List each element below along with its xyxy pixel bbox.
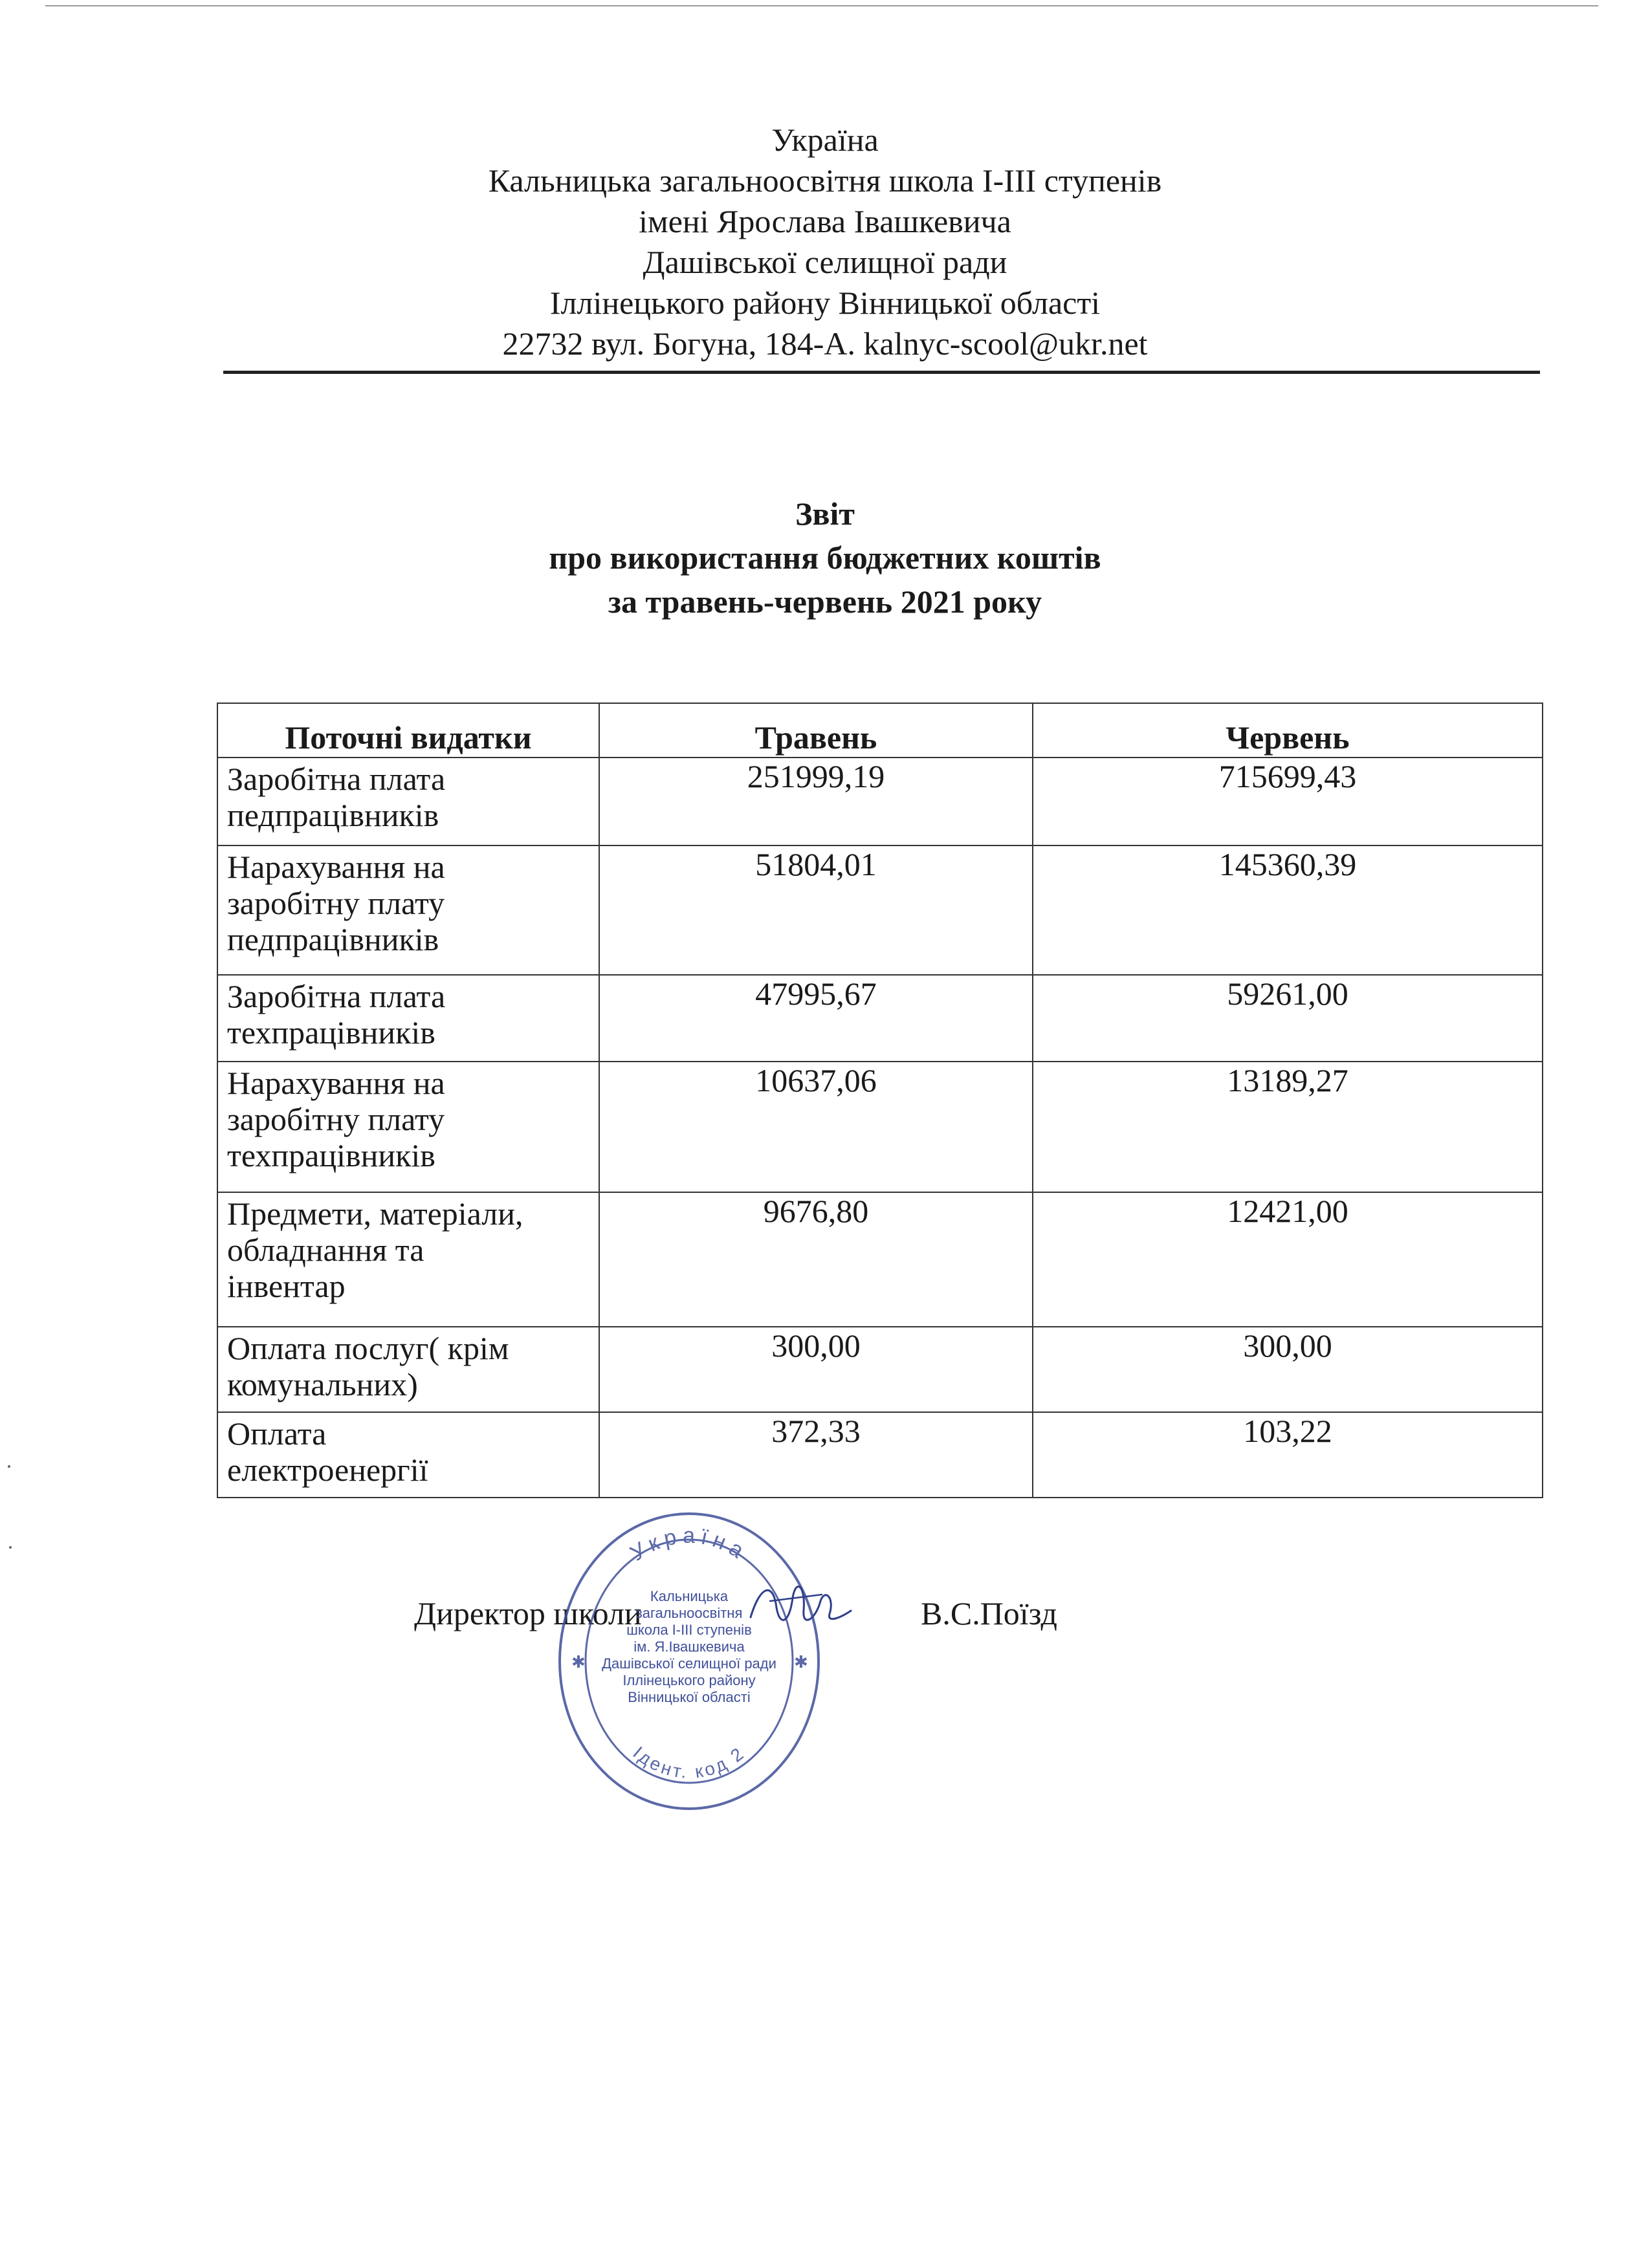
row-june-value: 13189,27 — [1033, 1062, 1543, 1192]
letterhead-address: 22732 вул. Богуна, 184-А. kalnyc-scool@ukr.net — [502, 325, 1148, 362]
scan-top-edge — [45, 5, 1598, 6]
item-label-line: педпрацівників — [227, 921, 439, 957]
row-item-cell — [217, 1412, 599, 1498]
scan-speck — [9, 1546, 12, 1549]
header-current-expenses: Поточні видатки — [217, 703, 599, 758]
row-item-cell — [217, 1327, 599, 1412]
report-title-line-2: про використання бюджетних коштів — [549, 540, 1101, 576]
stamp-star-right: ✱ — [794, 1653, 808, 1672]
table-row — [217, 845, 1543, 975]
table-row — [217, 1327, 1543, 1412]
row-june-value: 715699,43 — [1033, 758, 1543, 845]
stamp-line: школа І-ІІІ ступенів — [626, 1622, 752, 1638]
item-label-line: техпрацівників — [227, 1137, 435, 1173]
table-row — [217, 1062, 1543, 1192]
stamp-line: Іллінецького району — [622, 1672, 756, 1688]
row-may-value: 372,33 — [599, 1412, 1033, 1498]
row-may-value: 300,00 — [599, 1327, 1033, 1412]
row-item-cell — [217, 1192, 599, 1327]
letterhead-district: Іллінецького району Вінницької області — [549, 285, 1101, 321]
table-row — [217, 758, 1543, 845]
row-may-value: 9676,80 — [599, 1192, 1033, 1327]
item-label-line: Заробітна плата — [227, 978, 446, 1014]
row-june-value: 103,22 — [1033, 1412, 1543, 1498]
table-row — [217, 975, 1543, 1062]
signature-director-name: В.С.Поїзд — [921, 1595, 1057, 1631]
report-title — [0, 492, 1650, 624]
signature-director-title: Директор школи — [414, 1595, 642, 1631]
row-item-cell — [217, 758, 599, 845]
row-june-value: 59261,00 — [1033, 975, 1543, 1062]
letterhead — [0, 120, 1650, 364]
row-may-value: 51804,01 — [599, 845, 1033, 975]
row-june-value: 145360,39 — [1033, 845, 1543, 975]
header-may: Травень — [599, 703, 1033, 758]
row-june-value: 12421,00 — [1033, 1192, 1543, 1327]
expenses-table — [217, 703, 1543, 1498]
letterhead-school-name: Кальницька загальноосвітня школа І-ІІІ ступенів — [488, 162, 1162, 199]
report-title-line-1: Звіт — [795, 496, 855, 532]
stamp-ring-top-text: Україна — [626, 1523, 753, 1566]
letterhead-school-named-after: імені Ярослава Івашкевича — [639, 203, 1011, 239]
stamp-line: Кальницька — [650, 1588, 729, 1604]
report-title-line-3: за травень-червень 2021 року — [608, 583, 1042, 620]
row-may-value: 10637,06 — [599, 1062, 1033, 1192]
table-row — [217, 1192, 1543, 1327]
letterhead-country: Україна — [771, 122, 879, 158]
row-may-value: 251999,19 — [599, 758, 1033, 845]
row-item-cell — [217, 1062, 599, 1192]
stamp-line: Дашівської селищної ради — [602, 1655, 776, 1672]
stamp-line: загальноосвітня — [635, 1605, 743, 1621]
table-header-row — [217, 703, 1543, 758]
item-label-line: Предмети, матеріали, — [227, 1195, 523, 1232]
stamp-line: ім. Я.Івашкевича — [633, 1639, 745, 1655]
row-item-cell — [217, 845, 599, 975]
item-label-line: комунальних) — [227, 1366, 418, 1402]
row-item-cell — [217, 975, 599, 1062]
item-label-line: Заробітна плата — [227, 761, 446, 797]
header-june: Червень — [1033, 703, 1543, 758]
item-label-line: Оплата послуг( крім — [227, 1330, 509, 1366]
item-label-line: Нарахування на — [227, 849, 445, 885]
item-label-line: обладнання та — [227, 1232, 424, 1268]
scan-speck — [8, 1465, 10, 1468]
item-label-line: Нарахування на — [227, 1065, 445, 1101]
handwritten-signature — [744, 1572, 854, 1643]
item-label-line: електроенергії — [227, 1452, 428, 1488]
item-label-line: інвентар — [227, 1268, 346, 1304]
stamp-line: Вінницької області — [628, 1689, 751, 1705]
row-june-value: 300,00 — [1033, 1327, 1543, 1412]
letterhead-council: Дашівської селищної ради — [643, 244, 1007, 280]
row-may-value: 47995,67 — [599, 975, 1033, 1062]
stamp-star-left: ✱ — [571, 1653, 586, 1672]
item-label-line: заробітну плату — [227, 1101, 445, 1137]
item-label-line: техпрацівників — [227, 1014, 435, 1051]
letterhead-divider — [223, 371, 1540, 374]
item-label-line: заробітну плату — [227, 885, 445, 921]
item-label-line: Оплата — [227, 1415, 327, 1452]
stamp-ring-bottom-text: Ідент. код 2 — [629, 1742, 749, 1782]
table-row — [217, 1412, 1543, 1498]
item-label-line: педпрацівників — [227, 797, 439, 833]
